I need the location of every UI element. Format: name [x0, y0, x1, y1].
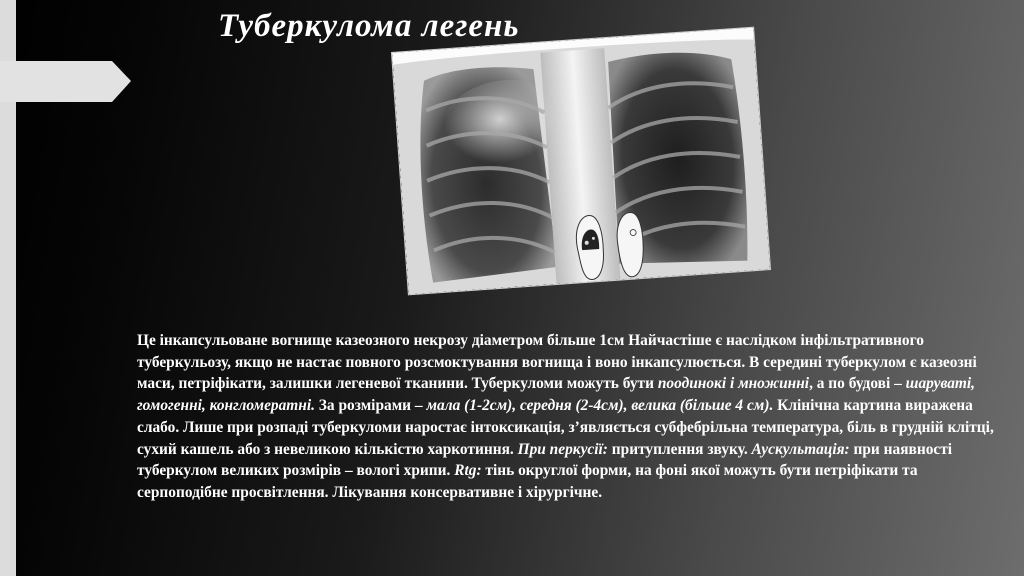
text-segment: Це інкапсульоване вогнище казеозного некрозу діаметром більше 1см Найчастіше є наслідком інфільтративного туберкульозу, якщо не настає повного розсмоктування вогнища і воно інкапсулюється. В середині туберкулом є казеозні маси, петріфікати, залишки легеневої тканини. Туберкуломи можуть бути: [137, 332, 977, 393]
xray-illustration: [392, 28, 770, 295]
text-segment-italic: Аускультація:: [751, 440, 850, 458]
text-segment: , а по будові –: [809, 375, 906, 393]
text-segment-italic: поодинокі і множинні: [657, 375, 810, 393]
description-paragraph: [137, 330, 995, 504]
chest-xray-image: [392, 28, 770, 295]
text-segment: при наявності туберкулом великих розмірів – вологі хрипи.: [137, 440, 953, 480]
text-segment-italic: При перкусії:: [517, 440, 608, 458]
text-segment-italic: Rtg:: [454, 462, 482, 480]
text-segment: притуплення звуку.: [607, 440, 752, 458]
arrow-tab-decor: [0, 61, 131, 102]
text-segment-italic: мала (1-2см), середня (2-4см), велика (більше 4 см).: [426, 397, 774, 415]
slide-title: Туберкулома легень: [218, 8, 520, 44]
text-segment: За розмірами –: [314, 397, 427, 415]
text-segment-italic: шаруваті, гомогенні, конгломератні.: [137, 375, 976, 415]
text-segment: Клінічна картина виражена слабо. Лише при розпаді туберкуломи наростає інтоксикація, з’являється субфебрільна температура, біль в грудній клітці, сухий кашель або з невеликою кількістю харкотиння.: [137, 397, 994, 458]
text-segment: тінь округлої форми, на фоні якої можуть бути петріфікати та серпоподібне просвітлення. Лікування консервативне і хірургічне.: [137, 462, 918, 501]
